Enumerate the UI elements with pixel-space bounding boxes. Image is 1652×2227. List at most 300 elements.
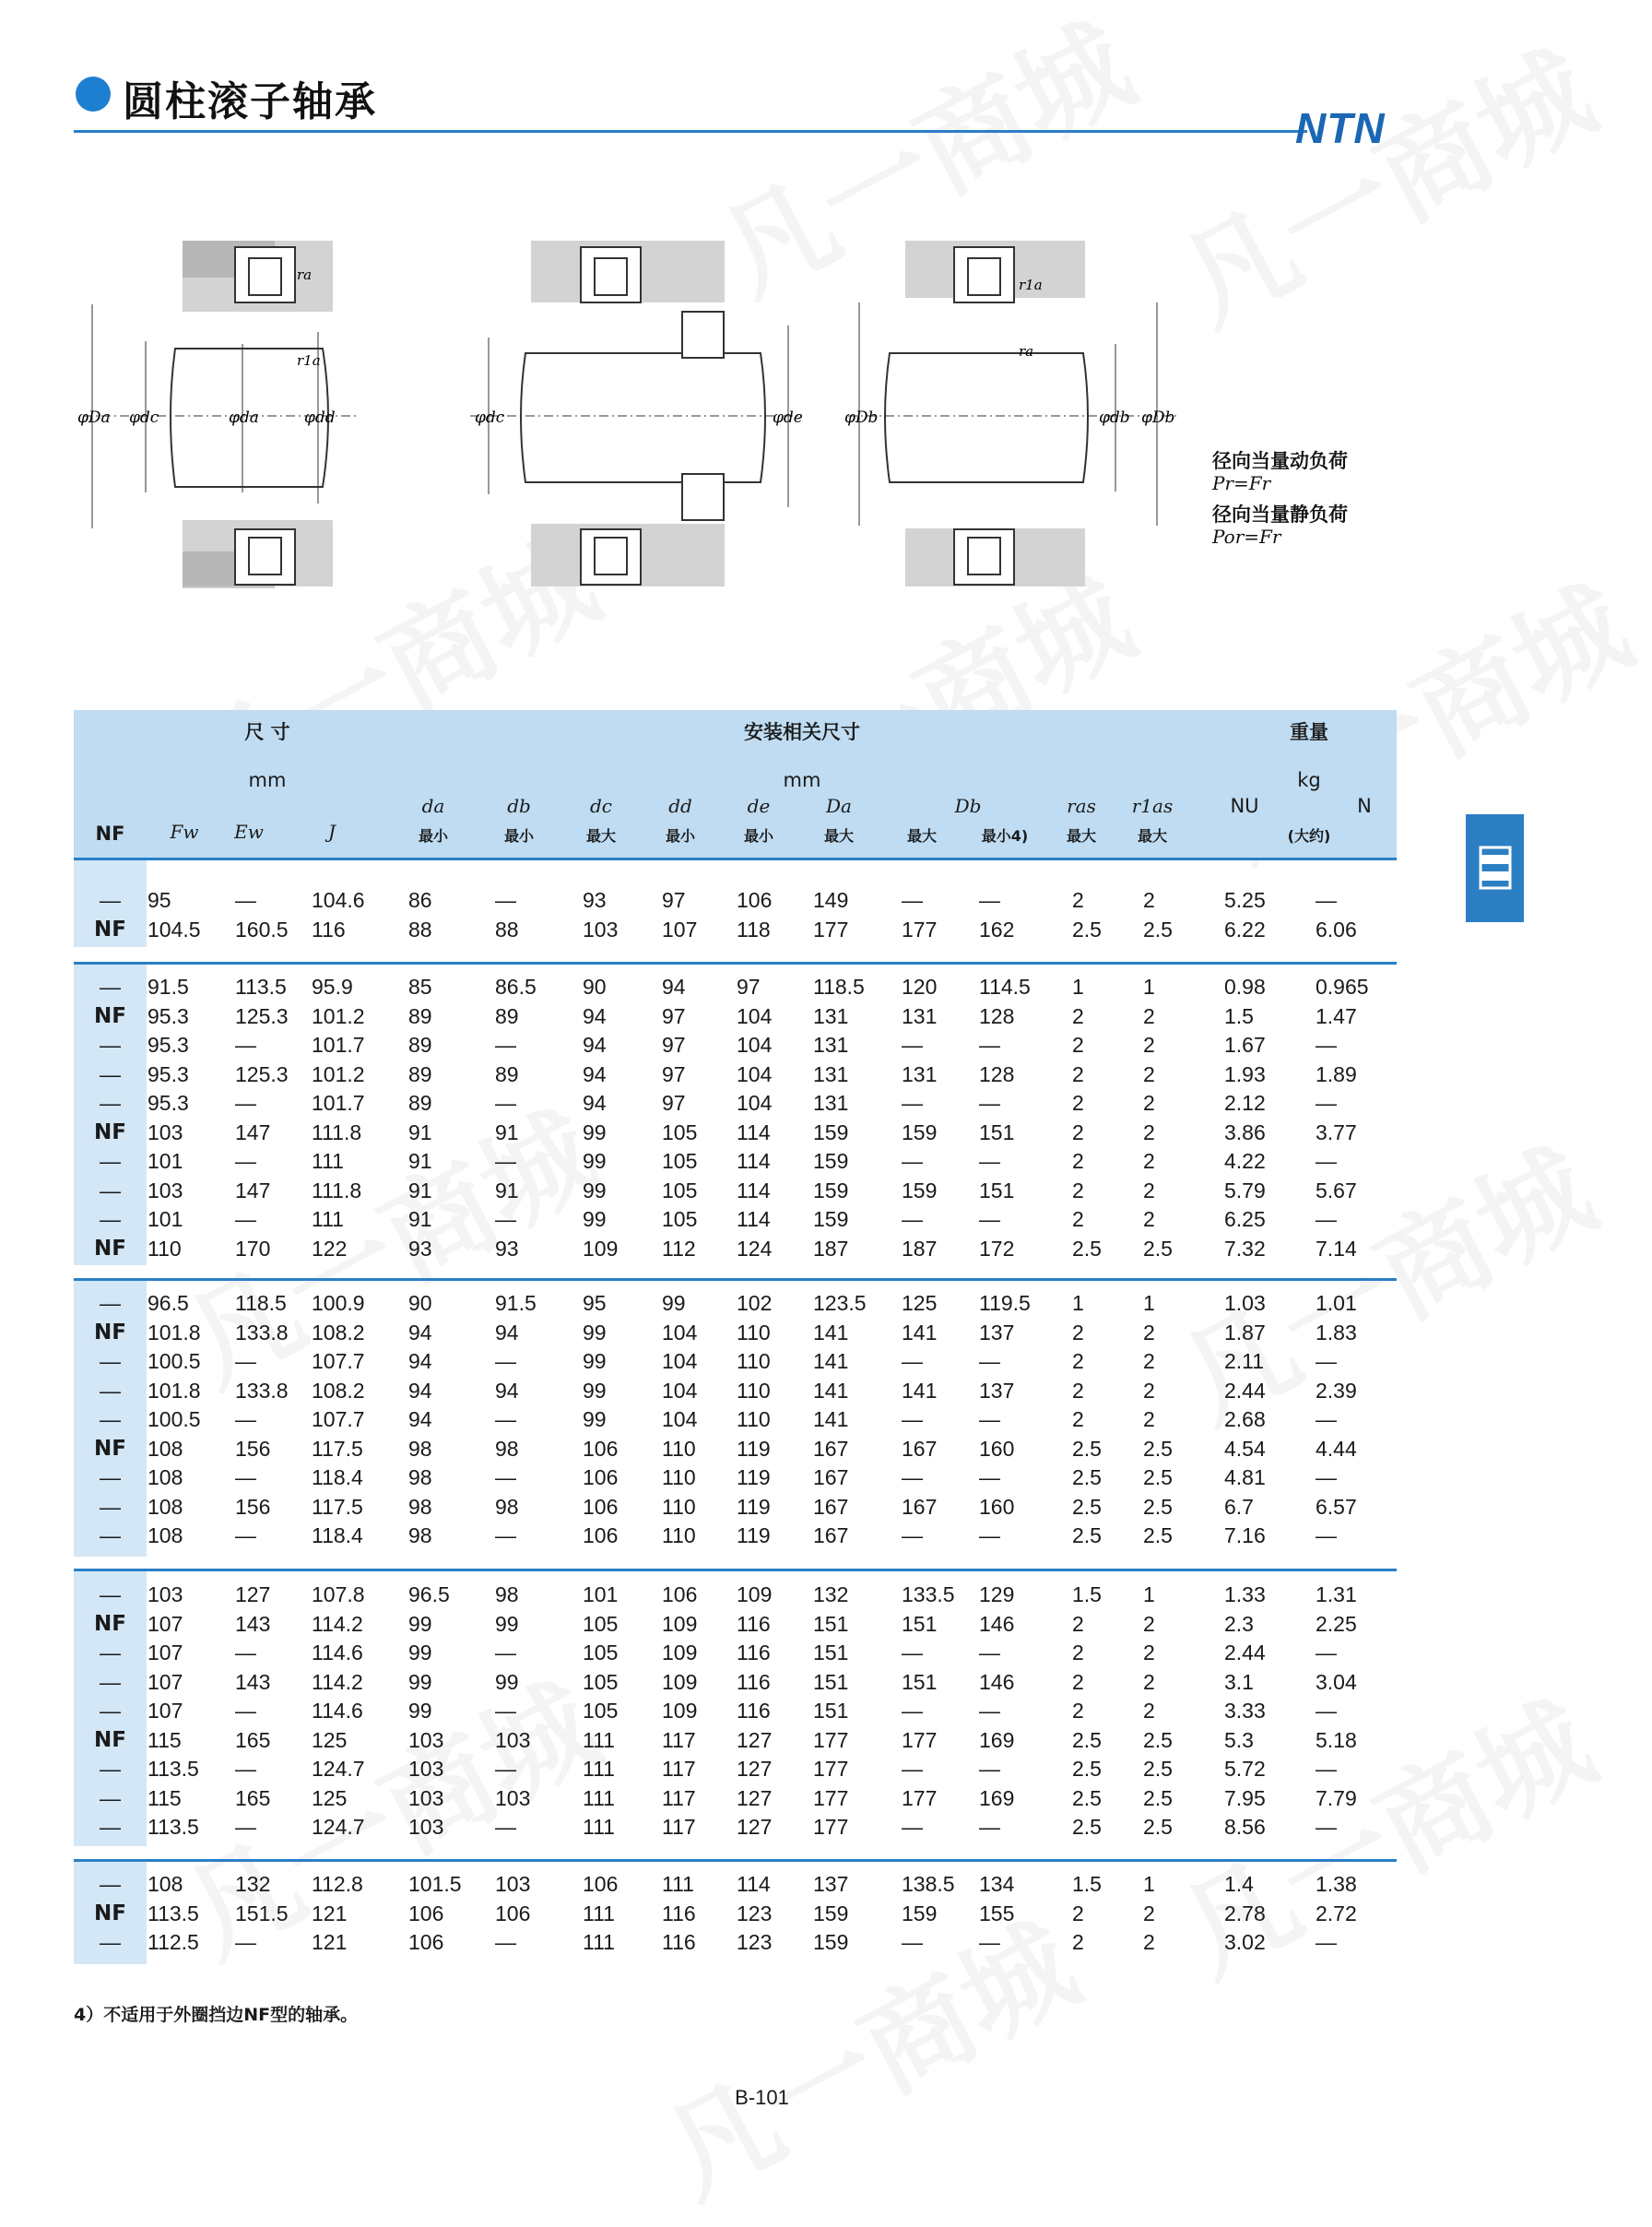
- table-cell: 110: [662, 1494, 696, 1519]
- table-cell: 2: [1072, 1611, 1084, 1636]
- col-Da: Da: [826, 795, 852, 817]
- col-Db-max-sub: 最大: [906, 827, 937, 845]
- table-cell: 94: [495, 1378, 519, 1403]
- table-cell: 151.5: [235, 1901, 289, 1925]
- table-cell: 101.8: [148, 1320, 201, 1344]
- table-cell: 111: [583, 1785, 615, 1810]
- cell-type: NF: [94, 1236, 126, 1261]
- table-cell: 169: [979, 1727, 1015, 1752]
- table-cell: 3.04: [1316, 1669, 1357, 1694]
- cell-type: —: [100, 1207, 121, 1231]
- table-cell: 127: [737, 1785, 773, 1810]
- table-cell: —: [1316, 1407, 1337, 1431]
- table-cell: 160: [979, 1436, 1015, 1461]
- table-cell: 107: [148, 1641, 183, 1664]
- table-cell: 110: [148, 1236, 182, 1261]
- table-cell: —: [979, 888, 1000, 912]
- table-cell: 123.5: [813, 1291, 867, 1315]
- cell-type: —: [100, 1641, 121, 1664]
- col-dc-sub: 最大: [585, 827, 616, 845]
- table-cell: 2: [1072, 1901, 1084, 1925]
- watermark: [1150, 6, 1616, 354]
- table-cell: —: [1316, 1523, 1337, 1547]
- table-cell: 159: [813, 1901, 849, 1925]
- table-cell: 95.3: [148, 1033, 189, 1057]
- table-cell: 94: [583, 1033, 607, 1057]
- label-Db-outer: φDb: [1141, 409, 1175, 427]
- table-cell: 122: [312, 1236, 348, 1261]
- table-cell: 108.2: [312, 1378, 365, 1403]
- header-mount: 安装相关尺寸: [744, 721, 860, 743]
- group-divider: [74, 962, 1397, 965]
- table-cell: 118.4: [312, 1465, 363, 1489]
- table-cell: 2: [1143, 1349, 1155, 1373]
- table-cell: 160.5: [235, 917, 289, 942]
- table-cell: 94: [583, 1061, 607, 1086]
- table-cell: 159: [813, 1149, 849, 1173]
- table-cell: 98: [495, 1494, 519, 1519]
- table-cell: 93: [408, 1236, 432, 1261]
- table-cell: 2.5: [1143, 1465, 1173, 1489]
- table-cell: 170: [235, 1236, 271, 1261]
- table-cell: 151: [979, 1178, 1015, 1202]
- table-cell: 131: [813, 1033, 849, 1057]
- table-cell: —: [902, 1815, 923, 1839]
- table-cell: 111: [662, 1872, 694, 1896]
- table-cell: 4.54: [1224, 1436, 1266, 1461]
- table-cell: 2: [1143, 1207, 1155, 1231]
- table-cell: 2.12: [1224, 1091, 1266, 1115]
- table-cell: —: [235, 1033, 256, 1057]
- table-cell: 3.1: [1224, 1669, 1254, 1694]
- table-cell: 2: [1072, 1003, 1084, 1028]
- table-cell: 2: [1072, 1320, 1084, 1344]
- header-dims-unit: mm: [248, 769, 287, 791]
- table-cell: 127: [737, 1727, 773, 1752]
- table-cell: 118.4: [312, 1523, 363, 1547]
- table-cell: 106: [583, 1872, 619, 1896]
- table-cell: 94: [583, 1091, 607, 1115]
- table-cell: 108: [148, 1436, 183, 1461]
- table-cell: 106: [495, 1901, 531, 1925]
- table-cell: 133.8: [235, 1320, 289, 1344]
- table-cell: 104: [737, 1003, 773, 1028]
- table-cell: 115: [148, 1727, 182, 1752]
- table-cell: 147: [235, 1178, 271, 1202]
- table-cell: 105: [583, 1641, 619, 1664]
- label-r1a: r1a: [297, 352, 321, 369]
- table-cell: 99: [583, 1378, 607, 1403]
- table-cell: 111: [583, 1757, 615, 1781]
- table-cell: —: [902, 1699, 923, 1723]
- col-Db: Db: [954, 795, 982, 817]
- table-cell: 2.5: [1143, 1815, 1173, 1839]
- table-cell: 119.5: [979, 1291, 1031, 1315]
- table-cell: 120: [902, 975, 938, 999]
- table-cell: —: [1316, 1207, 1337, 1231]
- col-dc: dc: [589, 795, 612, 817]
- col-n: N: [1357, 795, 1372, 817]
- table-cell: 132: [813, 1582, 849, 1606]
- cell-type: NF: [94, 1436, 126, 1461]
- table-cell: —: [979, 1815, 1000, 1839]
- table-cell: 167: [813, 1523, 849, 1547]
- header-dims: 尺 寸: [244, 721, 290, 743]
- col-ras: ras: [1067, 795, 1096, 817]
- table-cell: —: [495, 1930, 516, 1954]
- footnote: 4）不适用于外圈挡边NF型的轴承。: [74, 2005, 359, 2025]
- table-cell: 96.5: [148, 1291, 189, 1315]
- table-cell: 117: [662, 1785, 696, 1810]
- table-cell: 2.5: [1143, 1436, 1173, 1461]
- table-cell: 100.5: [148, 1407, 201, 1431]
- table-cell: 5.79: [1224, 1178, 1266, 1202]
- table-cell: 95.3: [148, 1061, 189, 1086]
- table-cell: 99: [495, 1611, 519, 1636]
- table-cell: 109: [583, 1236, 619, 1261]
- table-cell: 101: [148, 1207, 183, 1231]
- table-cell: 86.5: [495, 975, 537, 999]
- table-cell: 101.8: [148, 1378, 201, 1403]
- table-cell: 101: [583, 1582, 619, 1606]
- table-cell: 109: [737, 1582, 773, 1606]
- table-cell: 93: [583, 888, 607, 912]
- table-cell: 98: [408, 1465, 432, 1489]
- table-cell: 106: [583, 1465, 619, 1489]
- table-cell: 107: [662, 917, 698, 942]
- cell-type: NF: [94, 1901, 126, 1925]
- table-cell: —: [1316, 1149, 1337, 1173]
- table-cell: 95.9: [312, 975, 353, 999]
- table-cell: —: [979, 1091, 1000, 1115]
- table-cell: 110: [737, 1349, 771, 1373]
- table-cell: 165: [235, 1727, 271, 1752]
- col-r1as: r1as: [1131, 795, 1174, 817]
- table-cell: 99: [408, 1699, 432, 1723]
- table-cell: 100.5: [148, 1349, 201, 1373]
- table-cell: 110: [662, 1465, 696, 1489]
- table-cell: 110: [737, 1407, 771, 1431]
- table-cell: 99: [583, 1207, 607, 1231]
- table-cell: 2: [1072, 1061, 1084, 1086]
- table-cell: 107: [148, 1699, 183, 1723]
- label-da: φda: [229, 409, 259, 427]
- static-load-equation: Por=Fr: [1212, 526, 1281, 548]
- table-cell: 159: [813, 1178, 849, 1202]
- table-cell: 167: [902, 1436, 938, 1461]
- table-cell: 133.5: [902, 1582, 955, 1606]
- table-cell: —: [979, 1407, 1000, 1431]
- table-cell: —: [235, 888, 256, 912]
- table-cell: 118: [737, 917, 771, 942]
- table-cell: 3.02: [1224, 1930, 1266, 1954]
- table-cell: 2: [1143, 1003, 1155, 1028]
- section-tab[interactable]: [1466, 814, 1524, 922]
- table-cell: —: [235, 1699, 256, 1723]
- table-cell: 99: [408, 1641, 432, 1664]
- table-cell: —: [902, 1523, 923, 1547]
- table-cell: 159: [902, 1119, 938, 1144]
- table-cell: 103: [148, 1119, 183, 1144]
- dynamic-load-formula: [1212, 446, 1348, 494]
- table-cell: 97: [662, 888, 686, 912]
- table-cell: 137: [979, 1320, 1015, 1344]
- table-cell: 96.5: [408, 1582, 450, 1606]
- table-cell: 4.81: [1224, 1465, 1266, 1489]
- table-cell: —: [1316, 1930, 1337, 1954]
- table-cell: 138.5: [902, 1872, 955, 1896]
- table-cell: 1.38: [1316, 1872, 1357, 1896]
- table-cell: 2.5: [1143, 917, 1173, 942]
- table-cell: 101.5: [408, 1872, 462, 1896]
- cell-type: —: [100, 1523, 121, 1547]
- table-cell: 112.5: [148, 1930, 199, 1954]
- table-cell: 2: [1143, 888, 1155, 912]
- table-cell: 116: [737, 1641, 771, 1664]
- table-cell: 111: [583, 1901, 615, 1925]
- cell-type: NF: [94, 1119, 126, 1144]
- table-cell: 106: [737, 888, 773, 912]
- table-cell: 2: [1143, 1699, 1155, 1723]
- table-cell: 1: [1143, 1291, 1155, 1315]
- table-cell: 98: [495, 1582, 519, 1606]
- table-cell: —: [495, 1523, 516, 1547]
- table-cell: 177: [902, 917, 938, 942]
- table-cell: 99: [583, 1349, 607, 1373]
- table-cell: 1.89: [1316, 1061, 1357, 1086]
- table-cell: 94: [408, 1378, 432, 1403]
- table-cell: 2.5: [1072, 1815, 1102, 1839]
- table-cell: 151: [813, 1611, 849, 1636]
- table-cell: 94: [408, 1320, 432, 1344]
- table-cell: 106: [408, 1901, 444, 1925]
- table-cell: 2.5: [1072, 1727, 1102, 1752]
- table-cell: 2.39: [1316, 1378, 1357, 1403]
- table-cell: 111: [583, 1727, 615, 1752]
- table-cell: 119: [737, 1465, 771, 1489]
- table-cell: 98: [408, 1494, 432, 1519]
- cell-type: —: [100, 1033, 121, 1057]
- cell-type: —: [100, 1061, 121, 1086]
- table-cell: 107.7: [312, 1349, 365, 1373]
- table-cell: 94: [408, 1407, 432, 1431]
- cell-type: —: [100, 888, 121, 912]
- table-cell: 2: [1072, 1641, 1084, 1664]
- table-cell: 94: [408, 1349, 432, 1373]
- cell-type: —: [100, 1669, 121, 1694]
- table-cell: 109: [662, 1641, 698, 1664]
- table-cell: 105: [583, 1611, 619, 1636]
- table-cell: 1.67: [1224, 1033, 1266, 1057]
- table-cell: 0.98: [1224, 975, 1266, 999]
- table-cell: 1: [1143, 1582, 1155, 1606]
- table-cell: —: [1316, 1465, 1337, 1489]
- table-cell: —: [902, 1207, 923, 1231]
- table-cell: 119: [737, 1523, 771, 1547]
- table-cell: 1.93: [1224, 1061, 1266, 1086]
- table-cell: —: [902, 1465, 923, 1489]
- group-divider: [74, 1278, 1397, 1281]
- table-cell: 159: [813, 1207, 849, 1231]
- table-cell: 99: [583, 1407, 607, 1431]
- table-cell: 111.8: [312, 1119, 362, 1144]
- table-cell: 127: [737, 1757, 773, 1781]
- title-bullet: [76, 77, 111, 112]
- table-cell: 101: [148, 1149, 183, 1173]
- table-cell: —: [902, 888, 923, 912]
- table-cell: 2: [1072, 1349, 1084, 1373]
- table-cell: —: [979, 1930, 1000, 1954]
- cell-type: —: [100, 1349, 121, 1373]
- table-cell: 141: [902, 1378, 938, 1403]
- table-cell: 1.5: [1072, 1872, 1102, 1896]
- table-cell: 159: [902, 1178, 938, 1202]
- group-divider: [74, 1859, 1397, 1862]
- table-cell: —: [902, 1091, 923, 1115]
- table-cell: 2: [1143, 1061, 1155, 1086]
- table-cell: 151: [902, 1611, 938, 1636]
- table-cell: 4.22: [1224, 1149, 1266, 1173]
- table-cell: 2.72: [1316, 1901, 1357, 1925]
- table-cell: 162: [979, 917, 1015, 942]
- table-cell: 115: [148, 1785, 182, 1810]
- table-cell: 2.78: [1224, 1901, 1266, 1925]
- table-cell: 89: [495, 1003, 519, 1028]
- table-cell: 117: [662, 1815, 696, 1839]
- table-cell: 121: [312, 1901, 348, 1925]
- table-cell: 117.5: [312, 1494, 363, 1519]
- table-cell: 114: [737, 1207, 771, 1231]
- table-cell: 131: [813, 1003, 849, 1028]
- table-cell: 2.5: [1072, 1494, 1102, 1519]
- col-dd: dd: [668, 795, 692, 817]
- label-Db: φDb: [844, 409, 879, 427]
- table-cell: 109: [662, 1699, 698, 1723]
- table-cell: 141: [813, 1349, 849, 1373]
- table-cell: 104: [737, 1033, 773, 1057]
- table-cell: 99: [583, 1320, 607, 1344]
- table-cell: 143: [235, 1611, 271, 1636]
- table-cell: 2: [1072, 1378, 1084, 1403]
- table-cell: 125.3: [235, 1061, 289, 1086]
- header-mass-unit: kg: [1297, 769, 1321, 791]
- table-cell: 2: [1072, 1669, 1084, 1694]
- table-cell: 105: [583, 1699, 619, 1723]
- table-cell: —: [235, 1641, 256, 1664]
- label-dd: φdd: [304, 409, 336, 427]
- table-cell: 2.44: [1224, 1378, 1266, 1403]
- table-cell: 2: [1143, 1641, 1155, 1664]
- table-cell: 110: [737, 1378, 771, 1403]
- table-cell: —: [235, 1349, 256, 1373]
- table-cell: 103: [148, 1178, 183, 1202]
- cell-type: —: [100, 1178, 121, 1202]
- table-cell: 2.5: [1072, 1436, 1102, 1461]
- table-cell: 133.8: [235, 1378, 289, 1403]
- table-cell: 7.16: [1224, 1523, 1266, 1547]
- header-mount-unit: mm: [783, 769, 821, 791]
- table-cell: 1.31: [1316, 1582, 1357, 1606]
- table-cell: 125: [312, 1727, 348, 1752]
- table-cell: 90: [408, 1291, 432, 1315]
- table-cell: —: [902, 1930, 923, 1954]
- table-cell: 117.5: [312, 1436, 363, 1461]
- table-cell: 6.25: [1224, 1207, 1266, 1231]
- table-cell: —: [495, 1149, 516, 1173]
- table-cell: —: [235, 1465, 256, 1489]
- table-cell: 111: [583, 1930, 615, 1954]
- table-cell: 147: [235, 1119, 271, 1144]
- table-cell: —: [235, 1149, 256, 1173]
- cylindrical-bearing-icon: [1466, 814, 1524, 922]
- table-cell: 108: [148, 1523, 183, 1547]
- table-cell: —: [1316, 1815, 1337, 1839]
- table-cell: —: [495, 1757, 516, 1781]
- col-type: NF: [95, 823, 125, 845]
- table-cell: 177: [902, 1727, 938, 1752]
- table-cell: 2: [1072, 1119, 1084, 1144]
- table-cell: —: [495, 888, 516, 912]
- table-cell: —: [235, 1815, 256, 1839]
- static-load-label: 径向当量静负荷: [1212, 503, 1348, 526]
- table-cell: 103: [408, 1815, 444, 1839]
- table-cell: 172: [979, 1236, 1015, 1261]
- table-cell: 119: [737, 1436, 771, 1461]
- table-cell: 106: [662, 1582, 698, 1606]
- table-cell: 114: [737, 1119, 771, 1144]
- table-cell: 7.95: [1224, 1785, 1266, 1810]
- table-cell: 134: [979, 1872, 1015, 1896]
- table-cell: 149: [813, 888, 849, 912]
- table-cell: 89: [408, 1061, 432, 1086]
- table-cell: 106: [583, 1494, 619, 1519]
- table-cell: 156: [235, 1436, 271, 1461]
- col-Db-min-sub: 最小4): [981, 827, 1029, 845]
- table-cell: 2.68: [1224, 1407, 1266, 1431]
- table-cell: —: [979, 1149, 1000, 1173]
- cell-type: —: [100, 1494, 121, 1519]
- table-cell: 101.7: [312, 1033, 365, 1057]
- table-cell: —: [1316, 1699, 1337, 1723]
- table-cell: 108: [148, 1465, 183, 1489]
- table-cell: 127: [737, 1815, 773, 1839]
- table-cell: 91: [408, 1149, 432, 1173]
- table-cell: 141: [902, 1320, 938, 1344]
- table-cell: —: [235, 1757, 256, 1781]
- table-cell: 91: [495, 1178, 519, 1202]
- table-cell: 116: [662, 1901, 696, 1925]
- table-cell: 106: [583, 1436, 619, 1461]
- table-cell: —: [902, 1033, 923, 1057]
- table-cell: —: [495, 1407, 516, 1431]
- table-cell: 118.5: [813, 975, 865, 999]
- table-cell: 114: [737, 1872, 771, 1896]
- table-cell: 98: [495, 1436, 519, 1461]
- table-cell: 113.5: [148, 1901, 199, 1925]
- table-cell: 151: [813, 1641, 849, 1664]
- col-da-sub: 最小: [418, 827, 448, 845]
- table-cell: 100.9: [312, 1291, 365, 1315]
- table-cell: 2.3: [1224, 1611, 1254, 1636]
- col-mass-sub: (大约): [1287, 827, 1331, 845]
- table-cell: 156: [235, 1494, 271, 1519]
- table-cell: —: [1316, 1349, 1337, 1373]
- table-cell: 2.5: [1143, 1757, 1173, 1781]
- table-cell: 97: [737, 975, 761, 999]
- table-cell: 159: [813, 1930, 849, 1954]
- cell-type: NF: [94, 1320, 126, 1344]
- label-db: φdb: [1099, 409, 1130, 427]
